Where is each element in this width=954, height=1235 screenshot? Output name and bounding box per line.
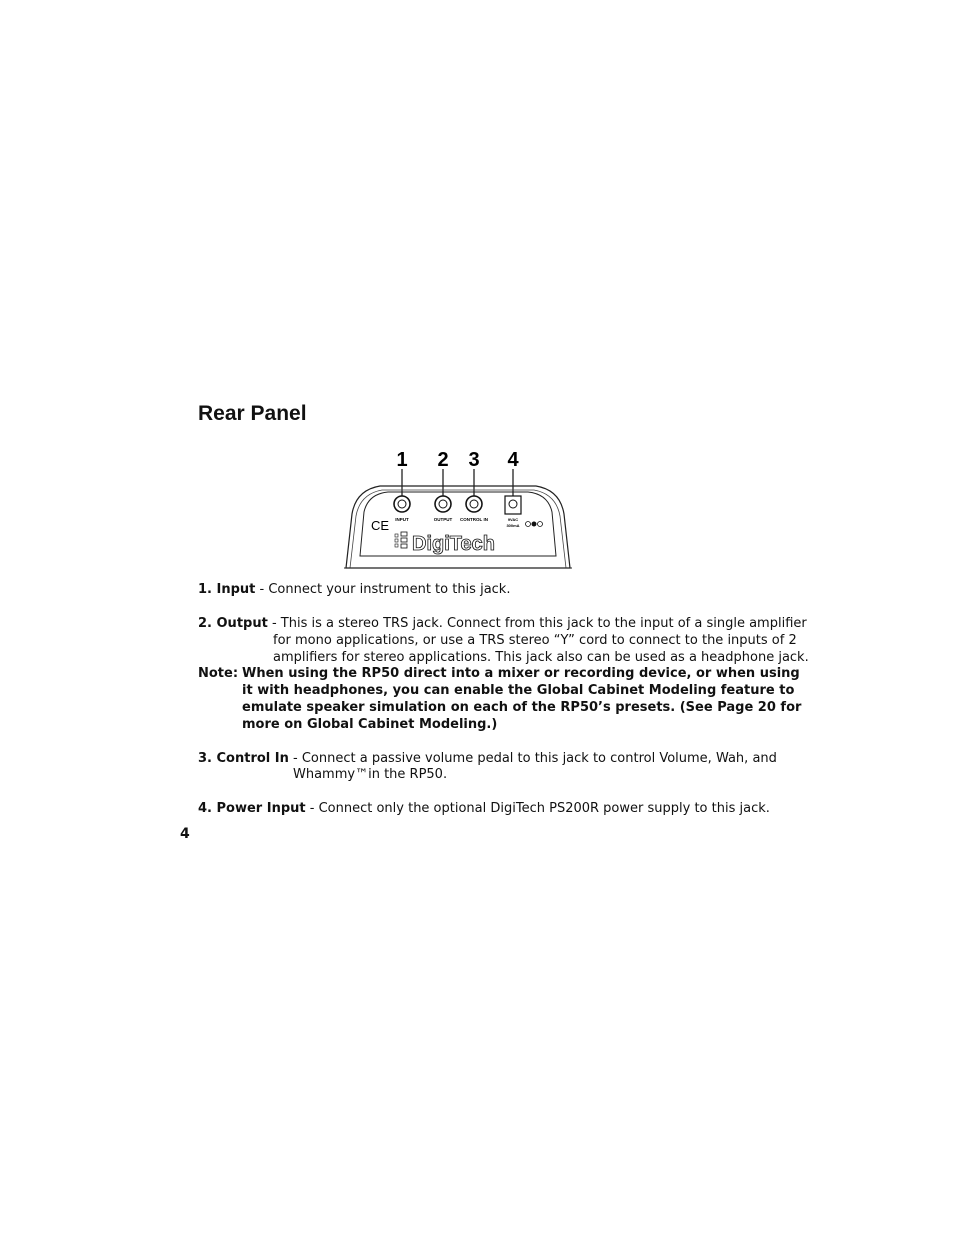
callout-4: 4 <box>507 449 519 471</box>
input-jack-icon <box>394 496 410 512</box>
ce-mark: CE <box>370 518 390 533</box>
note-text: more on Global Cabinet Modeling.) <box>242 717 498 732</box>
page-number: 4 <box>180 826 190 842</box>
brand-name: DigiTech <box>412 533 495 555</box>
digitech-logo-icon <box>395 532 495 555</box>
item-text: amplifiers for stereo applications. This jack also can be used as a headphone jack. <box>273 650 809 665</box>
item-text: This is a stereo TRS jack. Connect from this jack to the input of a single amplifier <box>280 616 807 631</box>
section-title: Rear Panel <box>198 402 307 425</box>
polarity-symbol-icon <box>526 522 531 527</box>
note-label: Note: <box>198 666 239 681</box>
output-jack-icon <box>435 496 451 512</box>
note-text: emulate speaker simulation on each of the RP50’s presets. (See Page 20 for <box>242 700 802 715</box>
callout-3: 3 <box>468 449 480 471</box>
note-text: When using the RP50 direct into a mixer or recording device, or when using <box>242 666 800 681</box>
item-label: 1. Input <box>198 582 256 597</box>
rear-panel-illustration <box>340 444 576 572</box>
power-jack-icon <box>505 496 521 514</box>
power-voltage-label: 9VAC <box>507 517 519 522</box>
input-label: INPUT <box>395 517 409 522</box>
rear-panel-diagram <box>340 444 576 572</box>
callout-2: 2 <box>437 449 449 471</box>
control-in-label: CONTROL IN <box>460 517 488 522</box>
control-in-jack-icon <box>466 496 482 512</box>
item-label: 3. Control In <box>198 751 289 766</box>
item-text: Connect a passive volume pedal to this jack to control Volume, Wah, and <box>301 751 777 766</box>
item-text: Whammy™in the RP50. <box>293 767 448 782</box>
note-text: it with headphones, you can enable the Global Cabinet Modeling feature to <box>242 683 795 698</box>
item-label: 4. Power Input <box>198 801 306 816</box>
item-label: 2. Output <box>198 616 268 631</box>
output-label: OUTPUT <box>433 517 453 522</box>
callout-1: 1 <box>396 449 408 471</box>
item-text: for mono applications, or use a TRS stereo “Y” cord to connect to the inputs of 2 <box>273 633 797 648</box>
item-text: Connect your instrument to this jack. <box>268 582 511 597</box>
item-text: Connect only the optional DigiTech PS200R power supply to this jack. <box>318 801 770 816</box>
power-current-label: 300mA <box>506 523 520 528</box>
